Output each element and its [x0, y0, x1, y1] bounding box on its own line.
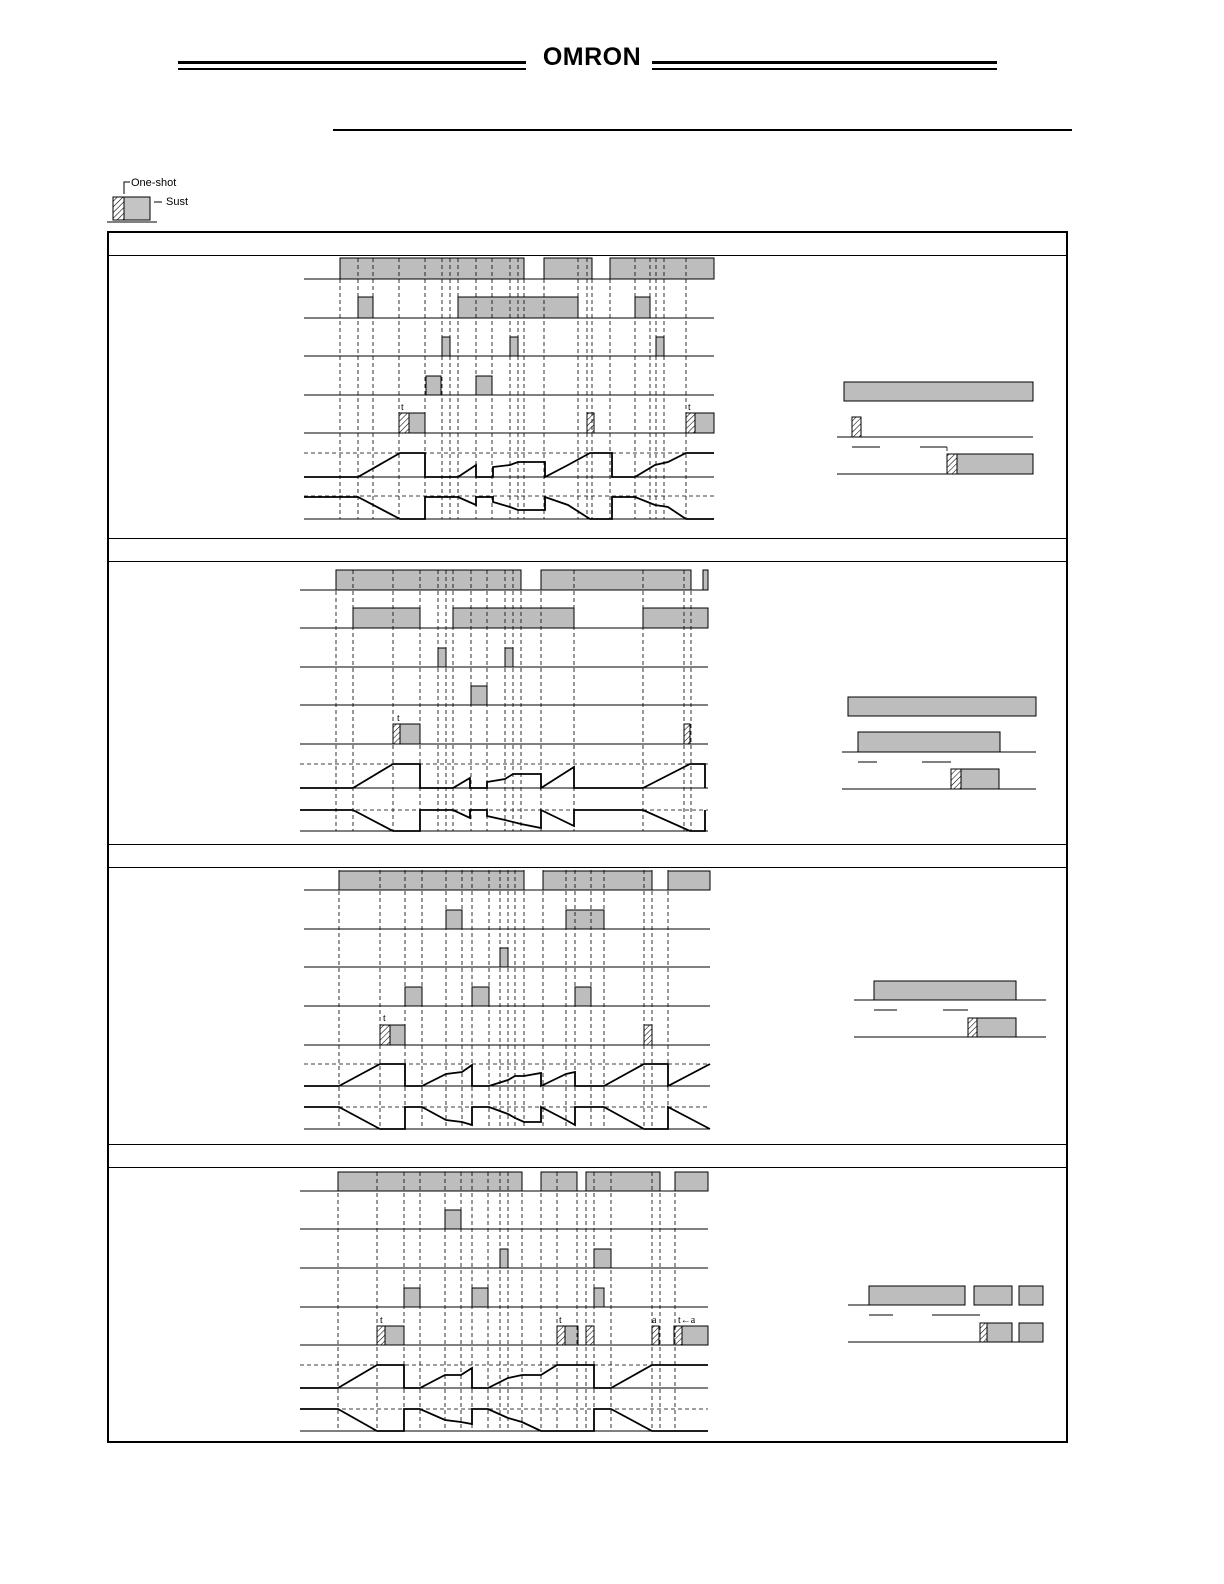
s4-inset-pulse-input-b [974, 1286, 1012, 1305]
s3-wave-lower [304, 1107, 710, 1129]
s1-label-t-1: t [401, 402, 404, 413]
s4-pulse-row5-c-hatched [586, 1326, 594, 1345]
s4-pulse-row1-d [675, 1172, 708, 1191]
s3-inset-pulse-input [874, 981, 1016, 1000]
s4-pulse-row4-a [404, 1288, 420, 1307]
s1-pulse-row4-b [476, 376, 492, 395]
s4-pulse-row5-a-sustained [385, 1326, 404, 1345]
s1-pulse-row5-a-hatched [399, 413, 409, 433]
s1-pulse-row5-b-hatched [587, 413, 594, 433]
s2-pulse-row5-b-hatched [684, 724, 690, 744]
s4-pulse-row5-a-hatched [377, 1326, 385, 1345]
s1-pulse-row1-b [544, 258, 592, 279]
s3-pulse-row5-a-hatched [380, 1025, 390, 1045]
s3-inset-pulse-output-hatched [968, 1018, 977, 1037]
s4-pulse-row1-a [338, 1172, 522, 1191]
s3-pulse-row4-c [575, 987, 591, 1006]
s3-pulse-row3-a [500, 948, 508, 967]
s2-pulse-row1-b [541, 570, 691, 590]
s4-inset-pulse-output-a-sustained [987, 1323, 1012, 1342]
s2-inset-pulse-output-hatched [951, 769, 961, 789]
s2-pulse-row2-c [643, 608, 708, 628]
s2-pulse-row5-a-hatched [393, 724, 400, 744]
s3-pulse-row1-c [668, 871, 710, 890]
s2-pulse-row5-a-sustained [400, 724, 420, 744]
s4-label-t-1: t [380, 1315, 383, 1326]
s1-pulse-row3-c [656, 337, 664, 356]
s4-pulse-row5-b-sustained [565, 1326, 578, 1345]
s2-wave-upper [300, 764, 705, 788]
s4-label-t-2: t [559, 1315, 562, 1326]
s4-inset-pulse-output-a-hatched [980, 1323, 987, 1342]
s4-inset-pulse-input-c [1019, 1286, 1043, 1305]
s4-pulse-row5-e-sustained [682, 1326, 708, 1345]
s4-inset-pulse-output-b [1019, 1323, 1043, 1342]
s3-pulse-row2-a [446, 910, 462, 929]
s1-pulse-row2-c [635, 297, 650, 318]
s1-wave-lower [304, 497, 714, 519]
s1-pulse-row3-a [442, 337, 450, 356]
s1-pulse-row2-a [358, 297, 373, 318]
s4-label-a-1: a [652, 1315, 657, 1326]
s1-inset-pulse-output-hatched [947, 454, 957, 474]
s3-wave-upper [304, 1064, 710, 1086]
s4-pulse-row3-b [594, 1249, 611, 1268]
s4-pulse-row3-a [500, 1249, 508, 1268]
s4-label-t-a: t←a [678, 1315, 696, 1326]
s3-pulse-row1-a [339, 871, 524, 890]
s4-inset-pulse-input-a [869, 1286, 965, 1305]
s2-inset-pulse-output-sustained [961, 769, 999, 789]
s4-pulse-row2-a [445, 1210, 461, 1229]
s4-wave-upper [300, 1365, 708, 1388]
s1-pulse-row3-b [510, 337, 518, 356]
s2-inset-pulse-input [858, 732, 1000, 752]
s4-pulse-row4-c [594, 1288, 604, 1307]
s1-pulse-row5-c-sustained [695, 413, 714, 433]
s3-pulse-row4-a [405, 987, 422, 1006]
s1-wave-upper [304, 453, 714, 477]
s2-pulse-row1-a [336, 570, 521, 590]
s4-pulse-row5-b-hatched [557, 1326, 565, 1345]
s2-pulse-row4-a [471, 686, 487, 705]
s3-pulse-row4-b [472, 987, 489, 1006]
s4-pulse-row1-b [541, 1172, 577, 1191]
s2-pulse-row3-b [505, 648, 513, 667]
s4-wave-lower [300, 1409, 708, 1431]
s1-pulse-row5-a-sustained [409, 413, 425, 433]
s2-pulse-row3-a [438, 648, 446, 667]
s2-pulse-row2-a [353, 608, 420, 628]
omron-logo: OMRON [542, 43, 642, 71]
s3-pulse-row1-b [543, 871, 652, 890]
s1-pulse-row1-a [340, 258, 524, 279]
s2-inset-pulse-run [848, 697, 1036, 716]
s3-inset-pulse-output-sustained [977, 1018, 1016, 1037]
s1-pulse-row5-c-hatched [686, 413, 695, 433]
s2-label-t-1: t [397, 713, 400, 724]
s1-pulse-row4-a [426, 376, 441, 395]
s4-pulse-row5-d-hatched [652, 1326, 659, 1345]
s3-pulse-row2-b [566, 910, 604, 929]
s3-label-t-1: t [383, 1013, 386, 1024]
s4-pulse-row1-c [586, 1172, 660, 1191]
s3-pulse-row5-b-hatched [644, 1025, 652, 1045]
legend-sust-label: Sust [166, 196, 189, 208]
s1-inset-pulse-run [844, 382, 1033, 401]
s2-wave-lower [300, 810, 705, 831]
s4-pulse-row4-b [472, 1288, 488, 1307]
s1-pulse-row1-c [610, 258, 714, 279]
legend-one-shot-label: One-shot [131, 177, 177, 189]
s1-inset-pulse-trigger-hatched [852, 417, 861, 437]
s2-pulse-row1-c [703, 570, 708, 590]
s1-label-t-2: t [688, 402, 691, 413]
s3-pulse-row5-a-sustained [390, 1025, 405, 1045]
s1-inset-pulse-output-sustained [957, 454, 1033, 474]
s2-pulse-row2-b [453, 608, 574, 628]
diagram-graphics [300, 258, 1046, 1431]
